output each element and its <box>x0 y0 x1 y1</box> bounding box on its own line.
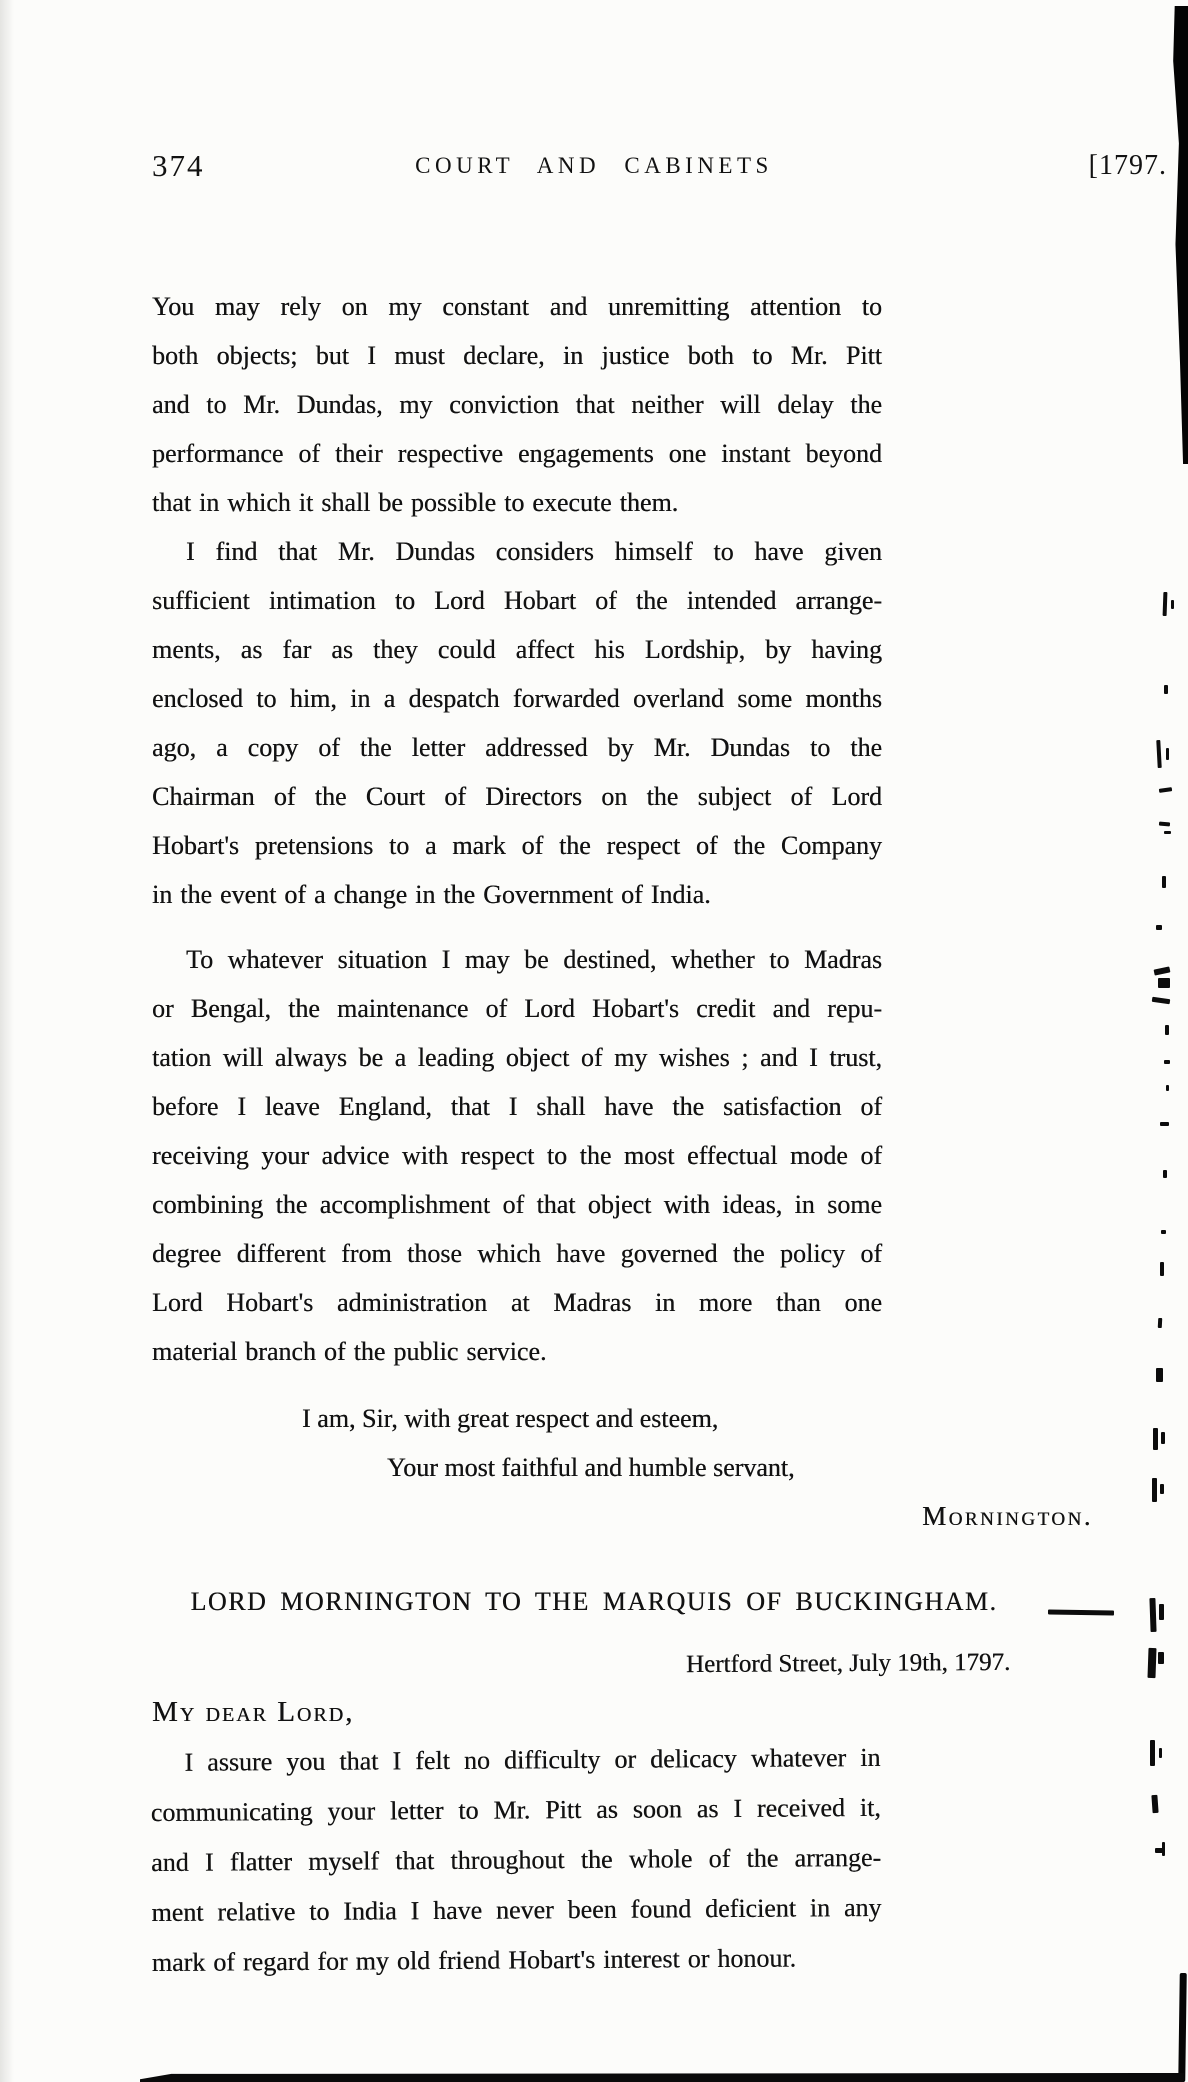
scan-speck <box>1158 1318 1163 1328</box>
text-line: You may rely on my constant and unremitting attention to <box>152 292 882 321</box>
scan-speck <box>1166 1085 1169 1091</box>
scan-speck <box>1161 1432 1165 1444</box>
next-letter-heading: LORD MORNINGTON TO THE MARQUIS OF BUCKINGHAM. <box>190 1587 998 1616</box>
scan-edge-bar-top <box>1169 6 1188 464</box>
scan-speck <box>1162 1842 1165 1856</box>
text-line: and to Mr. Dundas, my conviction that neither will delay the <box>152 390 882 419</box>
text-line: Hobart's pretensions to a mark of the respect of the Company <box>152 831 882 860</box>
text-line: communicating your letter to Mr. Pitt as soon as I received it, <box>150 1792 881 1828</box>
scan-speck <box>1164 831 1171 834</box>
page-number: 374 <box>152 148 205 183</box>
scan-speck <box>1159 1748 1162 1758</box>
text-line: or Bengal, the maintenance of Lord Hobart's credit and repu- <box>152 994 882 1023</box>
scan-speck <box>1158 978 1170 988</box>
scan-speck <box>1163 592 1168 616</box>
scan-speck <box>1159 1604 1164 1620</box>
scan-speck <box>1156 1368 1163 1382</box>
text-line: ments, as far as they could affect his Lordship, by having <box>152 635 882 664</box>
scan-speck <box>1164 1060 1170 1064</box>
closing-line: Your most faithful and humble servant, <box>387 1453 795 1482</box>
text-line: sufficient intimation to Lord Hobart of the intended arrange- <box>152 586 882 615</box>
paragraph-1 <box>152 282 882 527</box>
text-line: ment relative to India I have never been found deficient in any <box>151 1892 882 1928</box>
scan-speck <box>1159 787 1172 793</box>
scan-speck <box>1160 1262 1164 1276</box>
scan-speck <box>1171 600 1174 609</box>
scan-speck <box>1149 1598 1156 1632</box>
running-title: COURT AND CABINETS <box>415 153 773 178</box>
letter-body <box>152 282 1093 1541</box>
text-line: ago, a copy of the letter addressed by Mr. Dundas to the <box>152 733 882 762</box>
scan-speck <box>1150 1740 1155 1766</box>
scan-speck <box>1156 740 1161 768</box>
scan-speck <box>1154 966 1171 975</box>
text-line: degree different from those which have governed the policy of <box>152 1239 882 1268</box>
scan-speck <box>1152 1478 1157 1502</box>
scan-speck <box>1163 1170 1167 1178</box>
text-line: I assure you that I felt no difficulty or delicacy whatever in <box>184 1742 881 1777</box>
scan-speck <box>1161 1230 1166 1234</box>
text-line: Lord Hobart's administration at Madras in more than one <box>152 1288 882 1317</box>
text-line: combining the accomplishment of that object with ideas, in some <box>152 1190 882 1219</box>
page-header <box>0 148 1188 194</box>
text-line: that in which it shall be possible to execute them. <box>152 488 679 517</box>
letter-closing <box>152 1394 1093 1541</box>
signature: Mornington. <box>922 1501 1093 1531</box>
text-line: tation will always be a leading object of my wishes ; and I trust, <box>152 1043 882 1072</box>
text-line: in the event of a change in the Government of India. <box>152 880 711 909</box>
text-line: I find that Mr. Dundas considers himself to have given <box>186 537 882 566</box>
scan-speck <box>1147 1648 1156 1678</box>
scan-speck <box>1158 1652 1164 1664</box>
scan-speck <box>1164 685 1168 694</box>
scan-edge-bar-bottom <box>1178 1973 1187 2082</box>
scan-speck <box>1159 822 1170 827</box>
text-line: material branch of the public service. <box>152 1337 547 1366</box>
text-line: enclosed to him, in a despatch forwarded overland some months <box>152 684 882 713</box>
scan-speck <box>1160 1122 1169 1126</box>
scan-speck <box>1156 925 1162 930</box>
scan-edge-bar-bottom-horizontal <box>140 2073 1184 2082</box>
scan-speck <box>1162 876 1166 888</box>
closing-line: I am, Sir, with great respect and esteem, <box>302 1404 719 1433</box>
dateline: Hertford Street, July 19th, 1797. <box>685 1648 1011 1679</box>
paragraph-3 <box>152 935 882 1376</box>
scan-speck <box>1152 997 1171 1004</box>
text-line: Chairman of the Court of Directors on the subject of Lord <box>152 782 882 811</box>
text-line: mark of regard for my old friend Hobart's interest or honour. <box>151 1943 797 1978</box>
text-line: To whatever situation I may be destined, whether to Madras <box>186 945 882 974</box>
text-line: both objects; but I must declare, in justice both to Mr. Pitt <box>152 341 882 370</box>
scan-speck <box>1165 1025 1169 1035</box>
scan-speck <box>1151 1795 1158 1813</box>
text-line: receiving your advice with respect to the most effectual mode of <box>152 1141 882 1170</box>
salutation: My dear Lord, <box>152 1696 355 1728</box>
text-line: before I leave England, that I shall have the satisfaction of <box>152 1092 882 1121</box>
paragraph-4 <box>150 1733 882 1988</box>
paragraph-2 <box>152 527 882 919</box>
scan-speck <box>1153 1428 1158 1450</box>
scan-speck <box>1160 1484 1164 1494</box>
scan-speck <box>1166 748 1169 760</box>
year-marker: [1797. <box>1088 150 1167 181</box>
scan-edge-shading <box>0 0 14 2082</box>
text-line: and I flatter myself that throughout the whole of the arrange- <box>151 1842 882 1878</box>
text-line: performance of their respective engagements one instant beyond <box>152 439 882 468</box>
